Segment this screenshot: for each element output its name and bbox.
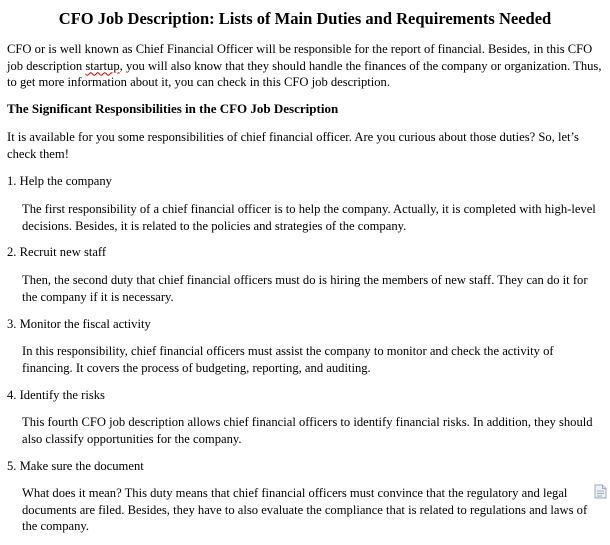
spelling-flagged-word[interactable]: startup xyxy=(85,58,120,73)
intro-text-end: , you will also know that they should handle the finances of the company or organization. Thus, to get more information about it, you can check in this CFO job description. xyxy=(7,58,602,89)
list-item-heading: 5. Make sure the document xyxy=(7,459,144,473)
list-item-description: In this responsibility, chief financial officers must assist the company to monitor and check the activity of financing. It covers the process of budgeting, reporting, and auditing. xyxy=(22,344,554,375)
list-item-heading: 2. Recruit new staff xyxy=(7,245,107,259)
list-item-description: The first responsibility of a chief financial officer is to help the company. Actually, it is completed with high-level decisions. Besides, it is related to the policies and strategies of the company. xyxy=(22,202,596,233)
document-title: CFO Job Description: Lists of Main Duties and Requirements Needed xyxy=(58,9,552,28)
document-note-icon[interactable] xyxy=(594,484,607,499)
list-item-heading: 1. Help the company xyxy=(7,174,112,188)
list-item-heading: 4. Identify the risks xyxy=(7,388,105,402)
list-item-description: This fourth CFO job description allows chief financial officers to identify financial risks. In addition, they should also classify opportunities for the company. xyxy=(22,415,593,446)
section-heading: The Significant Responsibilities in the CFO Job Description xyxy=(7,101,339,116)
lead-paragraph: It is available for you some responsibilities of chief financial officer. Are you curious about those duties? So, let’s check them! xyxy=(7,130,579,161)
list-item-description: Then, the second duty that chief financial officers must do is hiring the members of new staff. They can do it for the company if it is necessary. xyxy=(22,273,588,304)
list-item-description: What does it mean? This duty means that chief financial officers must convince that the regulatory and legal documents are filed. Besides, they have to also evaluate the compliance that is related to regulations and laws of the company. xyxy=(22,486,588,533)
intro-text-start: CFO or is well known as Chief Financial Officer will be responsible for the report of financial. Besides, in this CFO job description xyxy=(7,42,593,73)
intro-paragraph xyxy=(7,41,605,91)
list-item-heading: 3. Monitor the fiscal activity xyxy=(7,317,151,331)
